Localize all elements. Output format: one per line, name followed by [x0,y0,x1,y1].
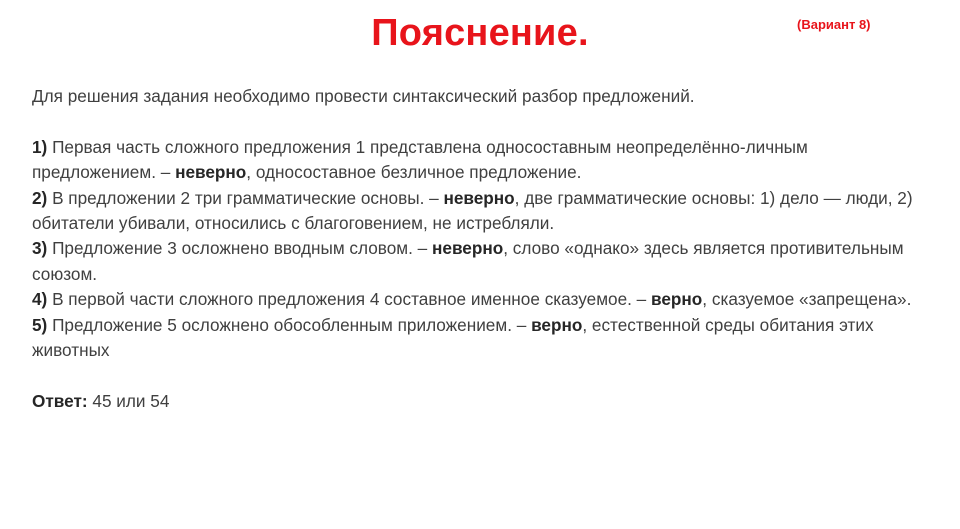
item-statement: В первой части сложного предложения 4 составное именное сказуемое. – [47,289,652,310]
item-4 [32,287,932,312]
item-statement: В предложении 2 три грамматические основы. – [47,187,444,208]
intro-text: Для решения задания необходимо провести синтаксический разбор предложений. [32,86,695,106]
item-note: , естественной среды обитания этих животных [32,314,874,361]
item-verdict: верно [531,314,583,335]
item-verdict: неверно [443,187,515,208]
item-3 [32,236,932,287]
item-5 [32,313,932,364]
answer-value: 45 или 54 [87,390,170,411]
item-number: 2) [32,187,48,208]
item-note: , две грамматические основы: 1) дело — люди, 2) обитатели убивали, относились с благоговением, не истребляли. [32,187,913,234]
slide-title: Пояснение. [371,12,589,54]
item-statement: Предложение 5 осложнено обособленным приложением. – [47,314,532,335]
explanation-body [32,84,932,414]
item-verdict: неверно [432,238,504,259]
item-verdict: неверно [175,162,247,183]
answer-label: Ответ: [32,390,88,411]
item-number: 3) [32,238,48,259]
item-number: 4) [32,289,48,310]
spacer [32,363,932,388]
item-note: , сказуемое «запрещена». [702,289,912,310]
item-number: 5) [32,314,48,335]
spacer [32,109,932,134]
item-statement: Первая часть сложного предложения 1 представлена односоставным неопределённо-личным предложением. – [32,136,808,183]
item-note: , слово «однако» здесь является противительным союзом. [32,238,904,284]
item-1 [32,135,932,186]
item-statement: Предложение 3 осложнено вводным словом. – [47,238,433,259]
item-2 [32,186,932,237]
item-verdict: верно [651,289,703,310]
item-number: 1) [32,136,48,157]
item-note: , односоставное безличное предложение. [246,162,582,183]
answer-line [32,389,932,414]
variant-label: (Вариант 8) [797,17,871,32]
